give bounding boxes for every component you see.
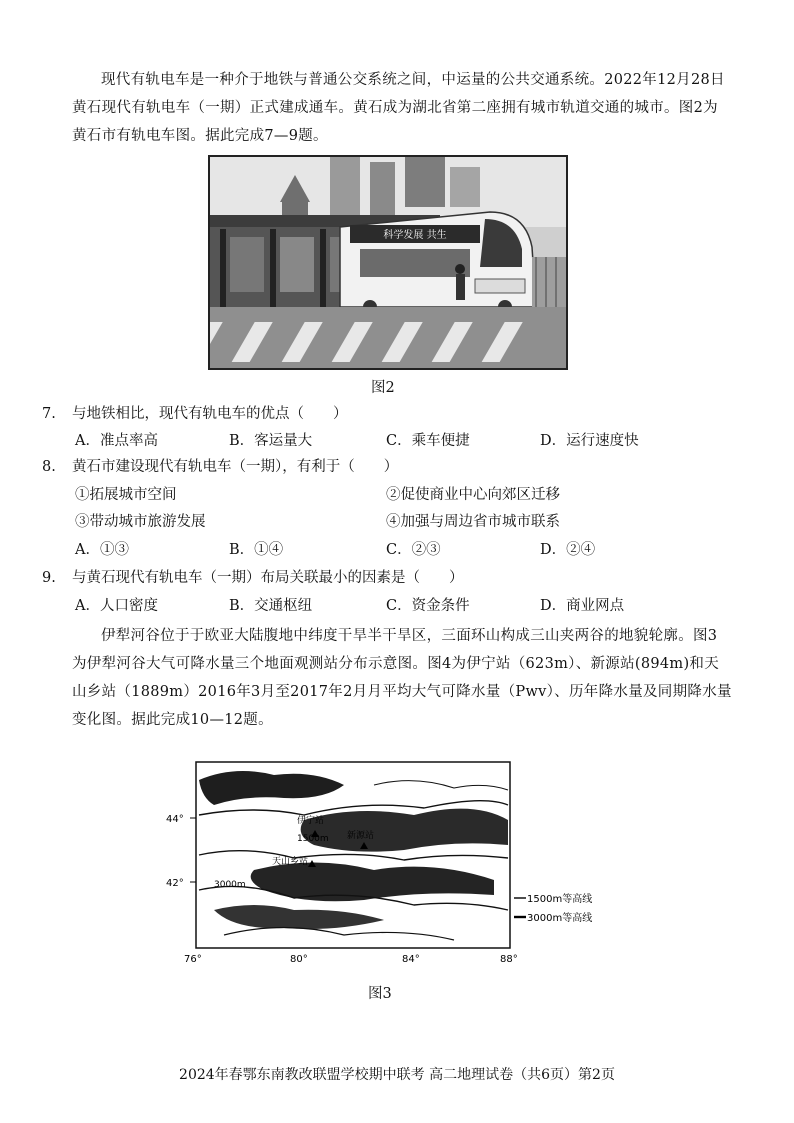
tram-photo-drawing [210, 157, 566, 368]
question-9-number: 9. [42, 570, 56, 586]
contour-label-1500: 1500m [297, 834, 329, 844]
q8-statement-3: ③带动城市旅游发展 [75, 514, 206, 530]
q8-option-c[interactable]: C．②③ [386, 542, 441, 558]
lon-label-88: 88° [500, 954, 518, 965]
legend-1500-label: 1500m等高线 [527, 894, 593, 905]
q7-option-d[interactable]: D．运行速度快 [540, 433, 639, 449]
q7-option-b[interactable]: B．客运量大 [229, 433, 313, 449]
lat-label-42: 42° [166, 878, 184, 889]
intro-paragraph-ili-valley: 伊犁河谷位于于欧亚大陆腹地中纬度干旱半干旱区，三面环山构成三山夹两谷的地貌轮廓。图3为伊犁河谷大气可降水量三个地面观测站分布示意图。图4为伊宁站（623m）、新源站(894m)和天山乡站（1889m）2016年3月至2017年2月月平均大气可降水量（Pwv）、历年降水量及同期降水量变化图。据此完成10—12题。 [72, 628, 732, 728]
contour-label-3000: 3000m [214, 880, 246, 890]
q8-option-b[interactable]: B．①④ [229, 542, 284, 558]
question-9-text: 与黄石现代有轨电车（一期）布局关联最小的因素是（ ） [72, 570, 464, 586]
q8-statement-4: ④加强与周边省市城市联系 [386, 514, 560, 530]
q7-option-a[interactable]: A．准点率高 [75, 433, 158, 449]
question-7-options [72, 429, 712, 453]
lon-label-80: 80° [290, 954, 308, 965]
question-8-statements-row1 [72, 483, 712, 507]
q9-option-d[interactable]: D．商业网点 [540, 598, 625, 614]
ili-valley-map-drawing [166, 760, 634, 970]
legend-3000-label: 3000m等高线 [527, 913, 593, 924]
question-7-stem [42, 402, 348, 426]
figure-3-caption: 图3 [368, 986, 392, 1002]
tram-photo [208, 155, 568, 370]
question-9-options [72, 594, 712, 618]
figure-2-caption: 图2 [371, 380, 395, 396]
question-7-number: 7. [42, 406, 56, 422]
question-8-number: 8. [42, 459, 56, 475]
q8-statement-2: ②促使商业中心向郊区迁移 [386, 487, 560, 503]
q7-option-c[interactable]: C．乘车便捷 [386, 433, 470, 449]
lon-label-76: 76° [184, 954, 202, 965]
page-footer: 2024年春鄂东南教改联盟学校期中联考 高二地理试卷（共6页）第2页 [179, 1067, 615, 1083]
tram-sign-text: 科学发展 共生 [383, 230, 447, 241]
q8-statement-1: ①拓展城市空间 [75, 487, 177, 503]
q8-option-d[interactable]: D．②④ [540, 542, 596, 558]
q9-option-c[interactable]: C．资金条件 [386, 598, 470, 614]
station-tianshanxiang-label: 天山乡站 [272, 857, 309, 867]
question-8-options [72, 538, 712, 562]
question-8-statements-row2 [72, 510, 712, 534]
station-yining-label: 伊宁站 [297, 816, 325, 826]
q8-option-a[interactable]: A．①③ [75, 542, 129, 558]
q9-option-a[interactable]: A．人口密度 [75, 598, 158, 614]
q9-option-b[interactable]: B．交通枢纽 [229, 598, 313, 614]
question-8-stem [42, 455, 398, 479]
intro-paragraph-tram: 现代有轨电车是一种介于地铁与普通公交系统之间，中运量的公共交通系统。2022年12月28日黄石现代有轨电车（一期）正式建成通车。黄石成为湖北省第二座拥有城市轨道交通的城市。图2为黄石市有轨电车图。据此完成7—9题。 [72, 72, 725, 144]
question-7-text: 与地铁相比，现代有轨电车的优点（ ） [72, 406, 348, 422]
lat-label-44: 44° [166, 814, 184, 825]
station-xinyuan-label: 新源站 [347, 831, 375, 841]
ili-valley-map [166, 760, 593, 965]
lon-label-84: 84° [402, 954, 420, 965]
question-9-stem [42, 566, 464, 590]
question-8-text: 黄石市建设现代有轨电车（一期），有利于（ ） [72, 459, 399, 475]
